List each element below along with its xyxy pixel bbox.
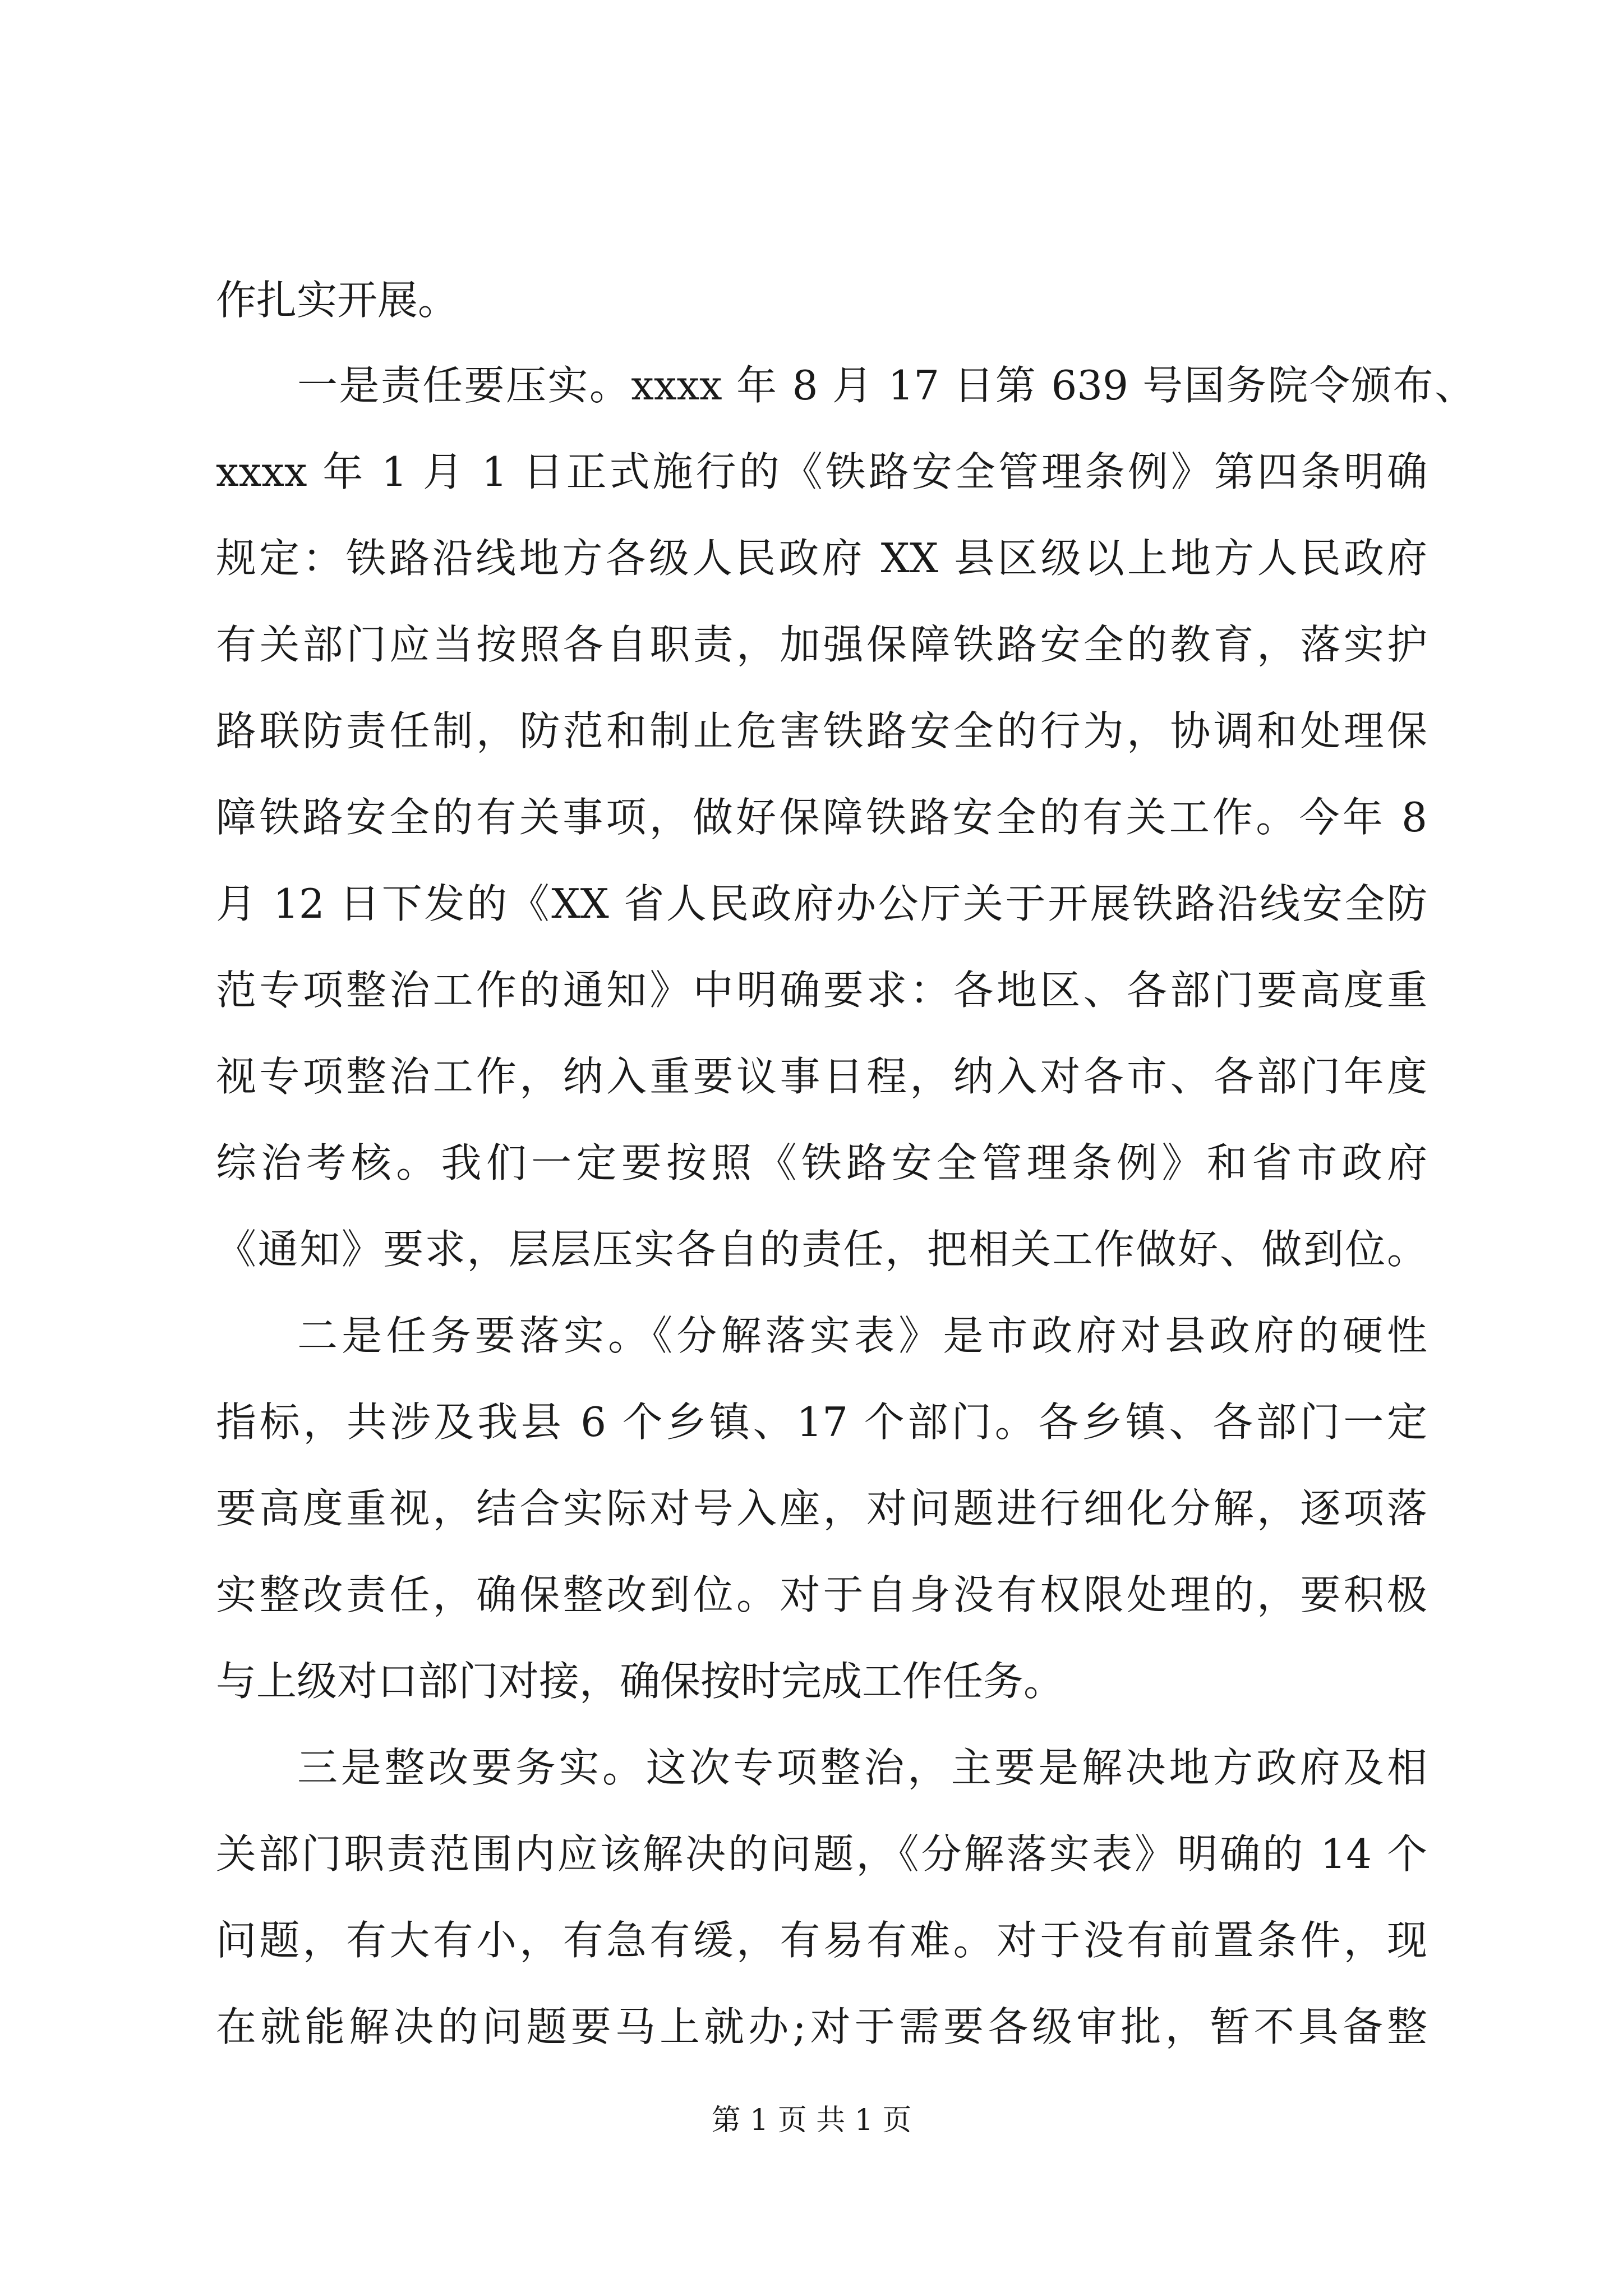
text-line: 三是整改要务实。这次专项整治，主要是解决地方政府及相 [297, 1744, 1427, 1791]
text-line: 二是任务要落实。《分解落实表》是市政府对县政府的硬性 [297, 1312, 1427, 1359]
text-line: 范专项整治工作的通知》中明确要求：各地区、各部门要高度重 [216, 967, 1427, 1014]
text-line: 月 12 日下发的《XX 省人民政府办公厅关于开展铁路沿线安全防 [216, 880, 1427, 927]
text-line: 问题，有大有小，有急有缓，有易有难。对于没有前置条件，现 [216, 1917, 1427, 1964]
text-line: 指标，共涉及我县 6 个乡镇、17 个部门。各乡镇、各部门一定 [216, 1398, 1427, 1446]
text-line: 视专项整治工作，纳入重要议事日程，纳入对各市、各部门年度 [216, 1053, 1427, 1100]
text-line: 路联防责任制，防范和制止危害铁路安全的行为，协调和处理保 [216, 707, 1427, 754]
text-line: 一是责任要压实。xxxx 年 8 月 17 日第 639 号国务院令颁布、 [297, 362, 1475, 409]
text-line: xxxx 年 1 月 1 日正式施行的《铁路安全管理条例》第四条明确 [216, 448, 1427, 495]
text-line: 规定：铁路沿线地方各级人民政府 XX 县区级以上地方人民政府 [216, 535, 1427, 582]
text-line: 在就能解决的问题要马上就办;对于需要各级审批，暂不具备整 [216, 2003, 1427, 2050]
text-line: 作扎实开展。 [216, 277, 459, 324]
text-line: 综治考核。我们一定要按照《铁路安全管理条例》和省市政府 [216, 1139, 1427, 1186]
text-line: 《通知》要求，层层压实各自的责任，把相关工作做好、做到位。 [216, 1226, 1427, 1273]
text-line: 与上级对口部门对接，确保按时完成工作任务。 [216, 1658, 1064, 1705]
page-number-footer: 第 1 页 共 1 页 [711, 2104, 912, 2137]
text-line: 有关部门应当按照各自职责，加强保障铁路安全的教育，落实护 [216, 621, 1427, 668]
text-line: 关部门职责范围内应该解决的问题，《分解落实表》明确的 14 个 [216, 1830, 1427, 1878]
text-line: 要高度重视，结合实际对号入座，对问题进行细化分解，逐项落 [216, 1485, 1427, 1532]
text-line: 障铁路安全的有关事项，做好保障铁路安全的有关工作。今年 8 [216, 794, 1427, 841]
text-line: 实整改责任，确保整改到位。对于自身没有权限处理的，要积极 [216, 1571, 1427, 1618]
